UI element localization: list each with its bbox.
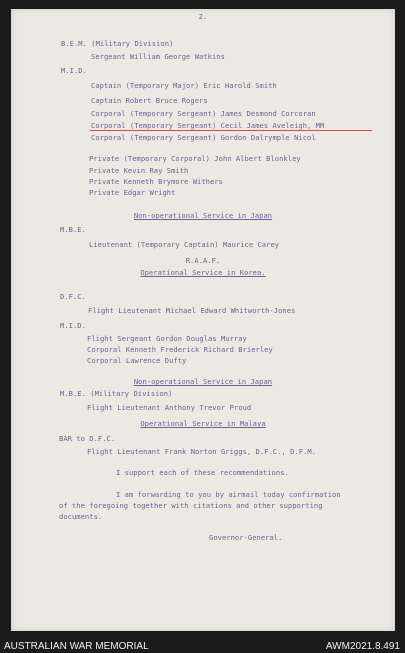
archive-reference: AWM2021.8.491: [325, 641, 400, 652]
section-heading: Non-operational Service in Japan: [133, 211, 273, 220]
archive-footer: [0, 640, 405, 653]
closing-paragraph-line: of the foregoing together with citations and other supporting: [59, 501, 323, 510]
recipient-line: Corporal Lawrence Dufty: [87, 356, 187, 365]
award-heading: B.E.M. (Military Division): [61, 39, 174, 48]
award-heading: BAR to D.F.C.: [59, 434, 116, 443]
award-heading: M.I.D.: [60, 321, 86, 330]
award-heading: D.F.C.: [60, 292, 86, 301]
award-heading: M.I.D.: [61, 66, 87, 75]
section-heading: R.A.A.F.: [185, 256, 221, 265]
recipient-line: Sergeant William George Watkins: [91, 52, 225, 61]
red-underline-mark: [90, 130, 372, 131]
recipient-line: Corporal (Temporary Sergeant) James Desmond Corcoran: [91, 109, 316, 118]
recipient-line: Captain Robert Bruce Rogers: [91, 96, 208, 105]
signature-title: Governor-General.: [209, 533, 283, 542]
section-heading: Operational Service in Malaya: [140, 419, 266, 428]
document-page: [11, 9, 395, 631]
award-heading: M.B.E.: [60, 225, 86, 234]
section-heading: Non-operational Service in Japan: [133, 377, 273, 386]
closing-paragraph-line: I am forwarding to you by airmail today confirmation: [116, 490, 341, 499]
archive-name: AUSTRALIAN WAR MEMORIAL: [4, 641, 149, 652]
recipient-line-highlighted: Corporal (Temporary Sergeant) Cecil James Aveleigh, MM: [91, 121, 325, 130]
recipient-line: Flight Lieutenant Michael Edward Whitworth-Jones: [88, 306, 296, 315]
closing-line: I support each of these recommendations.: [116, 468, 289, 477]
closing-paragraph-line: documents.: [59, 512, 103, 521]
award-heading: M.B.E. (Military Division): [60, 389, 173, 398]
recipient-line: Corporal (Temporary Sergeant) Gordon Dalrymple Nicol: [91, 133, 316, 142]
recipient-line: Flight Lieutenant Frank Norton Griggs, D.F.C., D.F.M.: [87, 447, 317, 456]
recipient-line: Private (Temporary Corporal) John Albert Blonkley: [89, 154, 301, 163]
recipient-line: Corporal Kenneth Frederick Richard Brierley: [87, 345, 273, 354]
recipient-line: Flight Lieutenant Anthony Trevor Proud: [87, 403, 252, 412]
recipient-line: Captain (Temporary Major) Eric Harold Smith: [91, 81, 277, 90]
recipient-line: Private Kevin Ray Smith: [89, 166, 189, 175]
page-number: 2.: [198, 12, 208, 21]
recipient-line: Lieutenant (Temporary Captain) Maurice Carey: [89, 240, 280, 249]
section-heading: Operational Service in Korea.: [140, 268, 266, 277]
recipient-line: Private Kenneth Brymore Withers: [89, 177, 223, 186]
recipient-line: Flight Sergeant Gordon Douglas Murray: [87, 334, 247, 343]
recipient-line: Private Edgar Wright: [89, 188, 176, 197]
